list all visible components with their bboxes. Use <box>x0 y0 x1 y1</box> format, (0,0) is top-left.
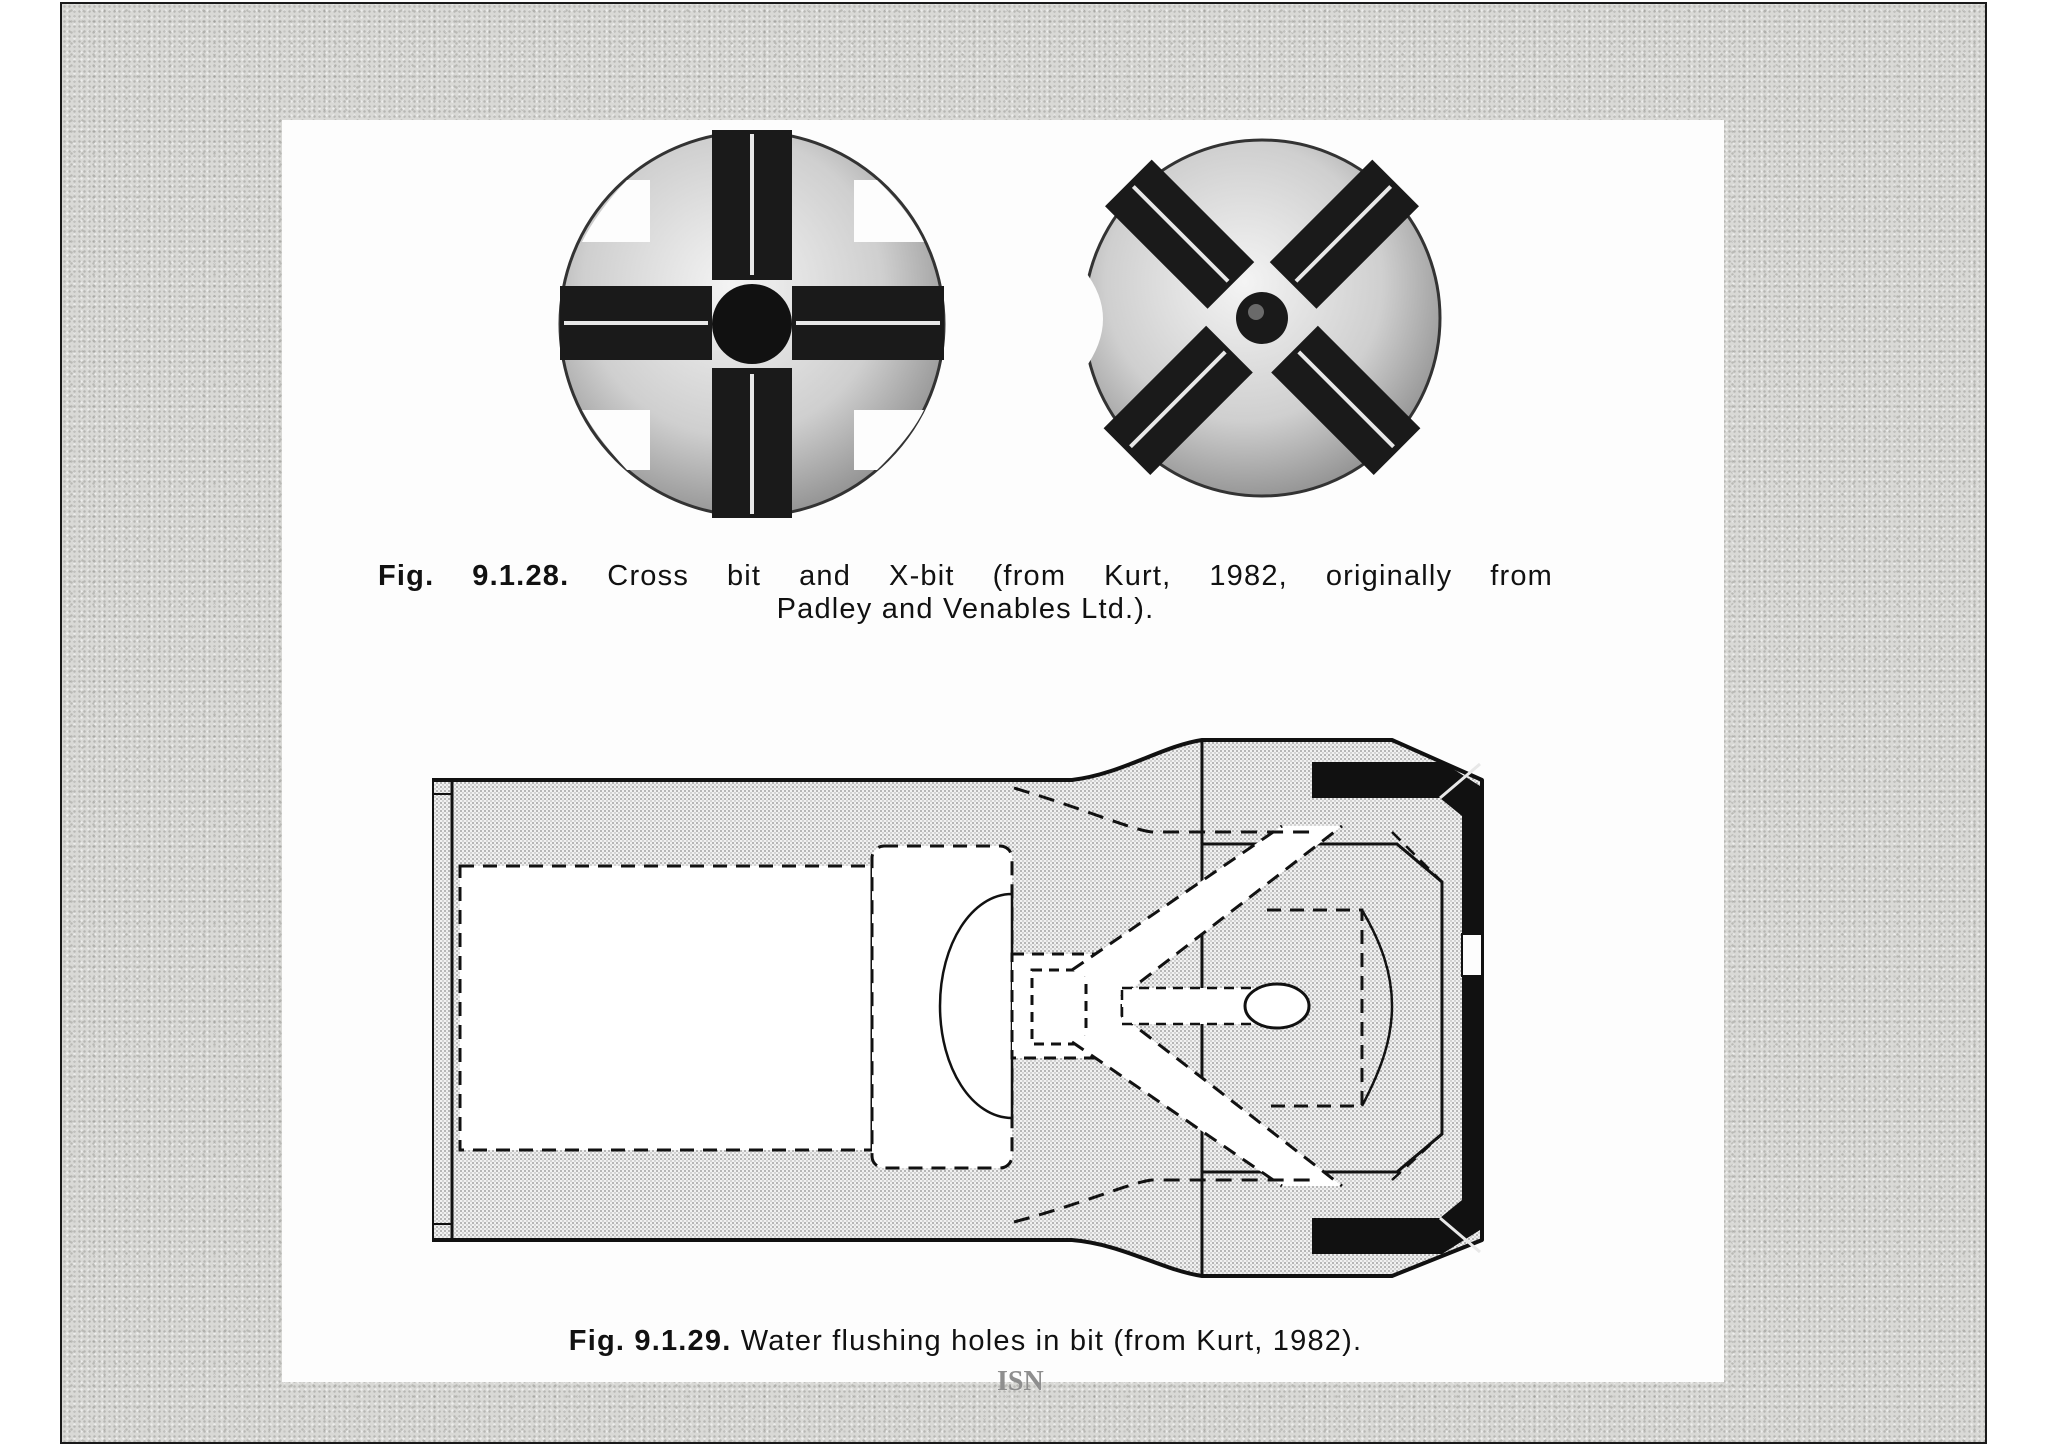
figure-caption-9-1-28 <box>378 560 1553 593</box>
footer-watermark: ISN <box>997 1366 1044 1397</box>
scanned-page <box>282 120 1724 1382</box>
cross-bit-and-x-bit-photo <box>432 120 1632 540</box>
figure-number: Fig. 9.1.29. <box>568 1325 732 1357</box>
caption-text: Cross bit and X-bit (from Kurt, 1982, originally from <box>607 560 1553 592</box>
figure-caption-9-1-29 <box>378 1325 1553 1358</box>
caption-text: Water flushing holes in bit (from Kurt, 1982). <box>740 1325 1363 1357</box>
figure-caption-9-1-28-continued: Padley and Venables Ltd.). <box>776 593 1155 625</box>
slide-frame <box>60 2 1987 1444</box>
bit-flushing-holes-diagram <box>432 734 1632 1344</box>
cross-bit-image <box>560 130 944 518</box>
x-bit-image <box>993 120 1530 540</box>
figure-number: Fig. 9.1.28. <box>378 560 570 592</box>
